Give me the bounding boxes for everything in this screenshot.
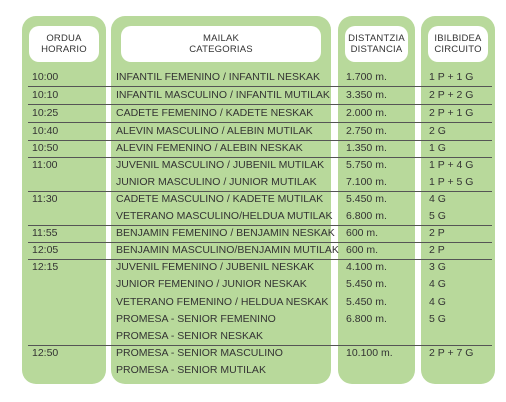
row-category: ALEVIN MASCULINO / ALEBIN MUTILAK	[116, 125, 313, 137]
row-time: 10:25	[32, 107, 59, 119]
row-category: BENJAMIN FEMENINO / BENJAMIN NESKAK	[116, 227, 335, 239]
row-distance: 600 m.	[346, 244, 379, 256]
row-category: PROMESA - SENIOR MUTILAK	[116, 364, 266, 376]
row-distance: 6.800 m.	[346, 210, 387, 222]
row-separator	[28, 140, 492, 141]
row-circuit: 1 G	[429, 142, 446, 154]
circuit-header-es: CIRCUITO	[434, 44, 482, 55]
row-circuit: 2 P	[429, 244, 445, 256]
row-distance: 7.100 m.	[346, 176, 387, 188]
row-circuit: 1 P + 5 G	[429, 176, 474, 188]
row-circuit: 1 P + 4 G	[429, 159, 474, 171]
row-circuit: 4 G	[429, 278, 446, 290]
row-distance: 1.700 m.	[346, 71, 387, 83]
row-circuit: 5 G	[429, 210, 446, 222]
row-distance: 2.000 m.	[346, 107, 387, 119]
row-circuit: 2 P + 7 G	[429, 347, 474, 359]
row-separator	[28, 191, 492, 192]
row-circuit: 2 G	[429, 125, 446, 137]
row-category: PROMESA - SENIOR NESKAK	[116, 330, 264, 342]
row-category: JUNIOR FEMENINO / JUNIOR NESKAK	[116, 278, 307, 290]
row-distance: 1.350 m.	[346, 142, 387, 154]
time-header-eu: ORDUA	[46, 33, 82, 44]
row-category: JUNIOR MASCULINO / JUNIOR MUTILAK	[116, 176, 317, 188]
circuit-header-eu: IBILBIDEA	[434, 33, 482, 44]
row-time: 12:15	[32, 261, 59, 273]
row-category: ALEVIN FEMENINO / ALEBIN NESKAK	[116, 142, 303, 154]
row-category: JUVENIL MASCULINO / JUBENIL MUTILAK	[116, 159, 325, 171]
row-distance: 2.750 m.	[346, 125, 387, 137]
row-separator	[28, 242, 492, 243]
row-circuit: 2 P + 1 G	[429, 107, 474, 119]
row-distance: 5.450 m.	[346, 193, 387, 205]
row-time: 10:10	[32, 89, 59, 101]
row-separator	[28, 157, 492, 158]
row-circuit: 4 G	[429, 193, 446, 205]
row-time: 11:00	[32, 159, 58, 171]
row-category: CADETE FEMENINO / KADETE NESKAK	[116, 107, 314, 119]
row-separator	[28, 122, 492, 123]
category-header-es: CATEGORIAS	[189, 44, 253, 55]
row-category: VETERANO MASCULINO/HELDUA MUTILAK	[116, 210, 333, 222]
row-circuit: 1 P + 1 G	[429, 71, 474, 83]
row-separator	[28, 259, 492, 260]
row-time: 10:50	[32, 142, 59, 154]
row-distance: 10.100 m.	[346, 347, 393, 359]
time-header-es: HORARIO	[41, 44, 87, 55]
row-circuit: 3 G	[429, 261, 446, 273]
row-separator	[28, 345, 492, 346]
row-time: 12:05	[32, 244, 59, 256]
row-distance: 5.450 m.	[346, 296, 387, 308]
row-distance: 6.800 m.	[346, 313, 387, 325]
row-category: JUVENIL FEMENINO / JUBENIL NESKAK	[116, 261, 315, 273]
row-time: 11:30	[32, 193, 58, 205]
row-circuit: 4 G	[429, 296, 446, 308]
row-category: BENJAMIN MASCULINO/BENJAMIN MUTILAK	[116, 244, 339, 256]
row-distance: 600 m.	[346, 227, 379, 239]
row-category: VETERANO FEMENINO / HELDUA NESKAK	[116, 296, 329, 308]
row-distance: 4.100 m.	[346, 261, 387, 273]
row-distance: 5.450 m.	[346, 278, 387, 290]
row-separator	[28, 225, 492, 226]
row-category: INFANTIL MASCULINO / INFANTIL MUTILAK	[116, 89, 330, 101]
row-category: PROMESA - SENIOR FEMENINO	[116, 313, 276, 325]
distance-header-eu: DISTANTZIA	[348, 33, 405, 44]
row-circuit: 2 P + 2 G	[429, 89, 474, 101]
row-time: 10:40	[32, 125, 59, 137]
row-distance: 3.350 m.	[346, 89, 387, 101]
row-time: 11:55	[32, 227, 58, 239]
row-category: CADETE MASCULINO / KADETE MUTILAK	[116, 193, 324, 205]
row-separator	[28, 104, 492, 105]
row-circuit: 2 P	[429, 227, 445, 239]
category-header-eu: MAILAK	[202, 33, 240, 44]
row-circuit: 5 G	[429, 313, 446, 325]
row-separator	[28, 86, 492, 87]
row-time: 10:00	[32, 71, 59, 83]
distance-header-es: DISTANCIA	[350, 44, 403, 55]
row-category: INFANTIL FEMENINO / INFANTIL NESKAK	[116, 71, 321, 83]
row-category: PROMESA - SENIOR MASCULINO	[116, 347, 283, 359]
row-distance: 5.750 m.	[346, 159, 387, 171]
row-time: 12:50	[32, 347, 59, 359]
